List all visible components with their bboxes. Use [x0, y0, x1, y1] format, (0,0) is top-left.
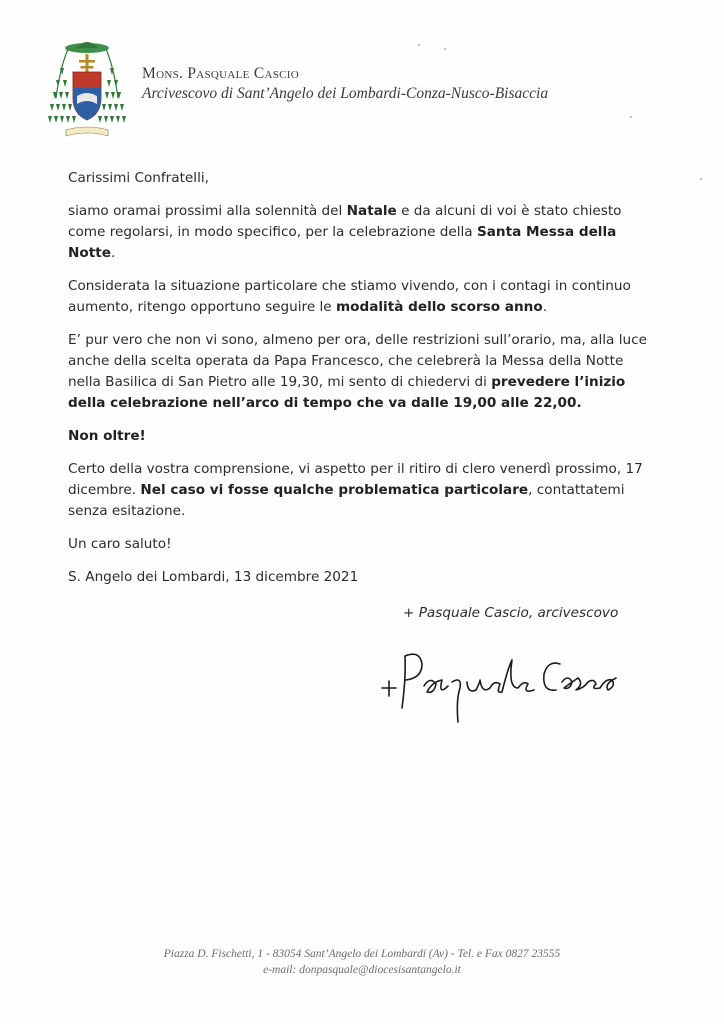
paragraph-5: Certo della vostra comprensione, vi aspetto per il ritiro di clero venerdì prossimo, 17 dicembre. Nel caso vi fosse qualche problematica particolare, contattatemi senza esitazione. — [68, 461, 643, 519]
letterhead-title: Arcivescovo di Sant’Angelo dei Lombardi-Conza-Nusco-Bisaccia — [142, 85, 549, 102]
paragraph-1: siamo oramai prossimi alla solennità del Natale e da alcuni di voi è stato chiesto come regolarsi, in modo specifico, per la celebrazione della Santa Messa della Notte. — [68, 203, 622, 261]
greeting: Carissimi Confratelli, — [68, 170, 209, 186]
paragraph-4: Non oltre! — [68, 428, 146, 444]
letterhead — [142, 64, 548, 104]
paragraph-2: Considerata la situazione particolare che stiamo vivendo, con i contagi in continuo aumento, ritengo opportuno seguire le modalità dello scorso anno. — [68, 278, 631, 315]
closing: Un caro saluto! — [68, 536, 172, 552]
letter-footer — [0, 946, 724, 978]
handwritten-signature — [372, 638, 642, 728]
paragraph-3: E’ pur vero che non vi sono, almeno per ora, delle restrizioni sull’orario, ma, alla luce anche della scelta operata da Papa Francesco, che celebrerà la Messa della Notte nella Basilica di San Pietro alle 19,30, mi sento di chiedervi di prevedere l’inizio della celebrazione nell’arco di tempo che va dalle 19,00 alle 22,00. — [68, 332, 647, 411]
scan-speck — [418, 44, 420, 46]
scan-speck — [630, 116, 632, 118]
footer-email: e-mail: donpasquale@diocesisantangelo.it — [263, 964, 461, 976]
footer-address: Piazza D. Fischetti, 1 - 83054 Sant’Angelo dei Lombardi (Av) - Tel. e Fax 0827 23555 — [163, 948, 561, 960]
signoff: + Pasquale Cascio, arcivescovo — [403, 605, 619, 621]
letterhead-name: Mons. Pasquale Cascio — [142, 65, 300, 82]
coat-of-arms-icon — [46, 38, 128, 148]
scan-speck — [700, 178, 702, 180]
scan-speck — [444, 48, 446, 50]
place-date: S. Angelo dei Lombardi, 13 dicembre 2021 — [68, 569, 359, 585]
letter-body — [68, 168, 648, 600]
